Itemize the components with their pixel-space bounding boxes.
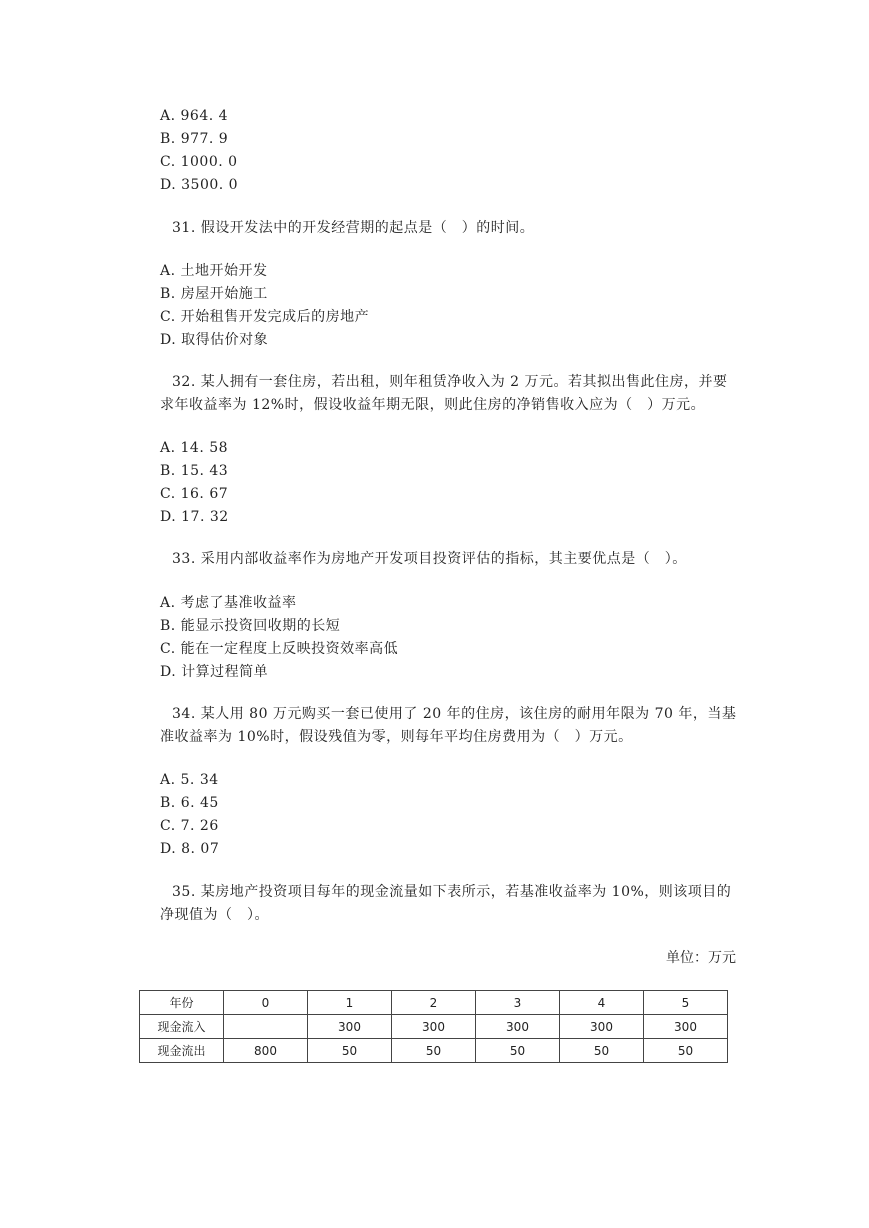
question-33: 33. 采用内部收益率作为房地产开发项目投资评估的指标，其主要优点是（ ）。 [172,551,687,567]
q33-option-c: C. 能在一定程度上反映投资效率高低 [160,641,399,657]
question-32-line1: 32. 某人拥有一套住房，若出租，则年租赁净收入为 2 万元。若其拟出售此住房，并要 [172,374,728,390]
option-d: D. 3500. 0 [160,177,239,193]
q34-option-b: B. 6. 45 [160,795,219,811]
q32-option-c: C. 16. 67 [160,486,229,502]
question-34-line2: 准收益率为 10%时，假设残值为零，则每年平均住房费用为（ ）万元。 [160,729,633,745]
table-cell: 50 [392,1039,476,1063]
q33-option-a: A. 考虑了基准收益率 [160,595,297,611]
table-cell: 50 [476,1039,560,1063]
q34-option-a: A. 5. 34 [160,772,219,788]
header-cell: 0 [224,991,308,1015]
table-cell: 300 [560,1015,644,1039]
q32-option-b: B. 15. 43 [160,463,229,479]
question-32-line2: 求年收益率为 12%时，假设收益年期无限，则此住房的净销售收入应为（ ）万元。 [160,397,706,413]
question-35-line1: 35. 某房地产投资项目每年的现金流量如下表所示，若基准收益率为 10%，则该项目的 [172,884,732,900]
row-label: 现金流出 [140,1039,224,1063]
q31-option-d: D. 取得估价对象 [160,332,269,348]
table-cell: 50 [560,1039,644,1063]
table-cell: 300 [392,1015,476,1039]
question-31: 31. 假设开发法中的开发经营期的起点是（ ）的时间。 [172,220,535,236]
q34-option-d: D. 8. 07 [160,841,220,857]
q32-option-a: A. 14. 58 [160,440,229,456]
header-cell: 年份 [140,991,224,1015]
header-cell: 2 [392,991,476,1015]
table-cell: 300 [644,1015,728,1039]
cash-flow-table [139,990,728,1063]
table-cell: 800 [224,1039,308,1063]
header-cell: 5 [644,991,728,1015]
question-34-line1: 34. 某人用 80 万元购买一套已使用了 20 年的住房，该住房的耐用年限为 70 年，当基 [172,706,737,722]
q32-option-d: D. 17. 32 [160,509,229,525]
q34-option-c: C. 7. 26 [160,818,219,834]
question-35-line2: 净现值为（ ）。 [160,907,269,923]
table-header-row [140,991,728,1015]
q33-option-d: D. 计算过程简单 [160,664,269,680]
header-cell: 3 [476,991,560,1015]
table-row [140,1039,728,1063]
option-c: C. 1000. 0 [160,154,238,170]
header-cell: 4 [560,991,644,1015]
header-cell: 1 [308,991,392,1015]
q31-option-a: A. 土地开始开发 [160,263,268,279]
table-cell [224,1015,308,1039]
table-row [140,1015,728,1039]
row-label: 现金流入 [140,1015,224,1039]
table-cell: 50 [644,1039,728,1063]
unit-label: 单位：万元 [666,950,736,966]
table-cell: 50 [308,1039,392,1063]
option-b: B. 977. 9 [160,131,229,147]
q31-option-b: B. 房屋开始施工 [160,286,268,302]
table-cell: 300 [476,1015,560,1039]
table-cell: 300 [308,1015,392,1039]
q31-option-c: C. 开始租售开发完成后的房地产 [160,309,370,325]
option-a: A. 964. 4 [160,108,229,124]
q33-option-b: B. 能显示投资回收期的长短 [160,618,341,634]
